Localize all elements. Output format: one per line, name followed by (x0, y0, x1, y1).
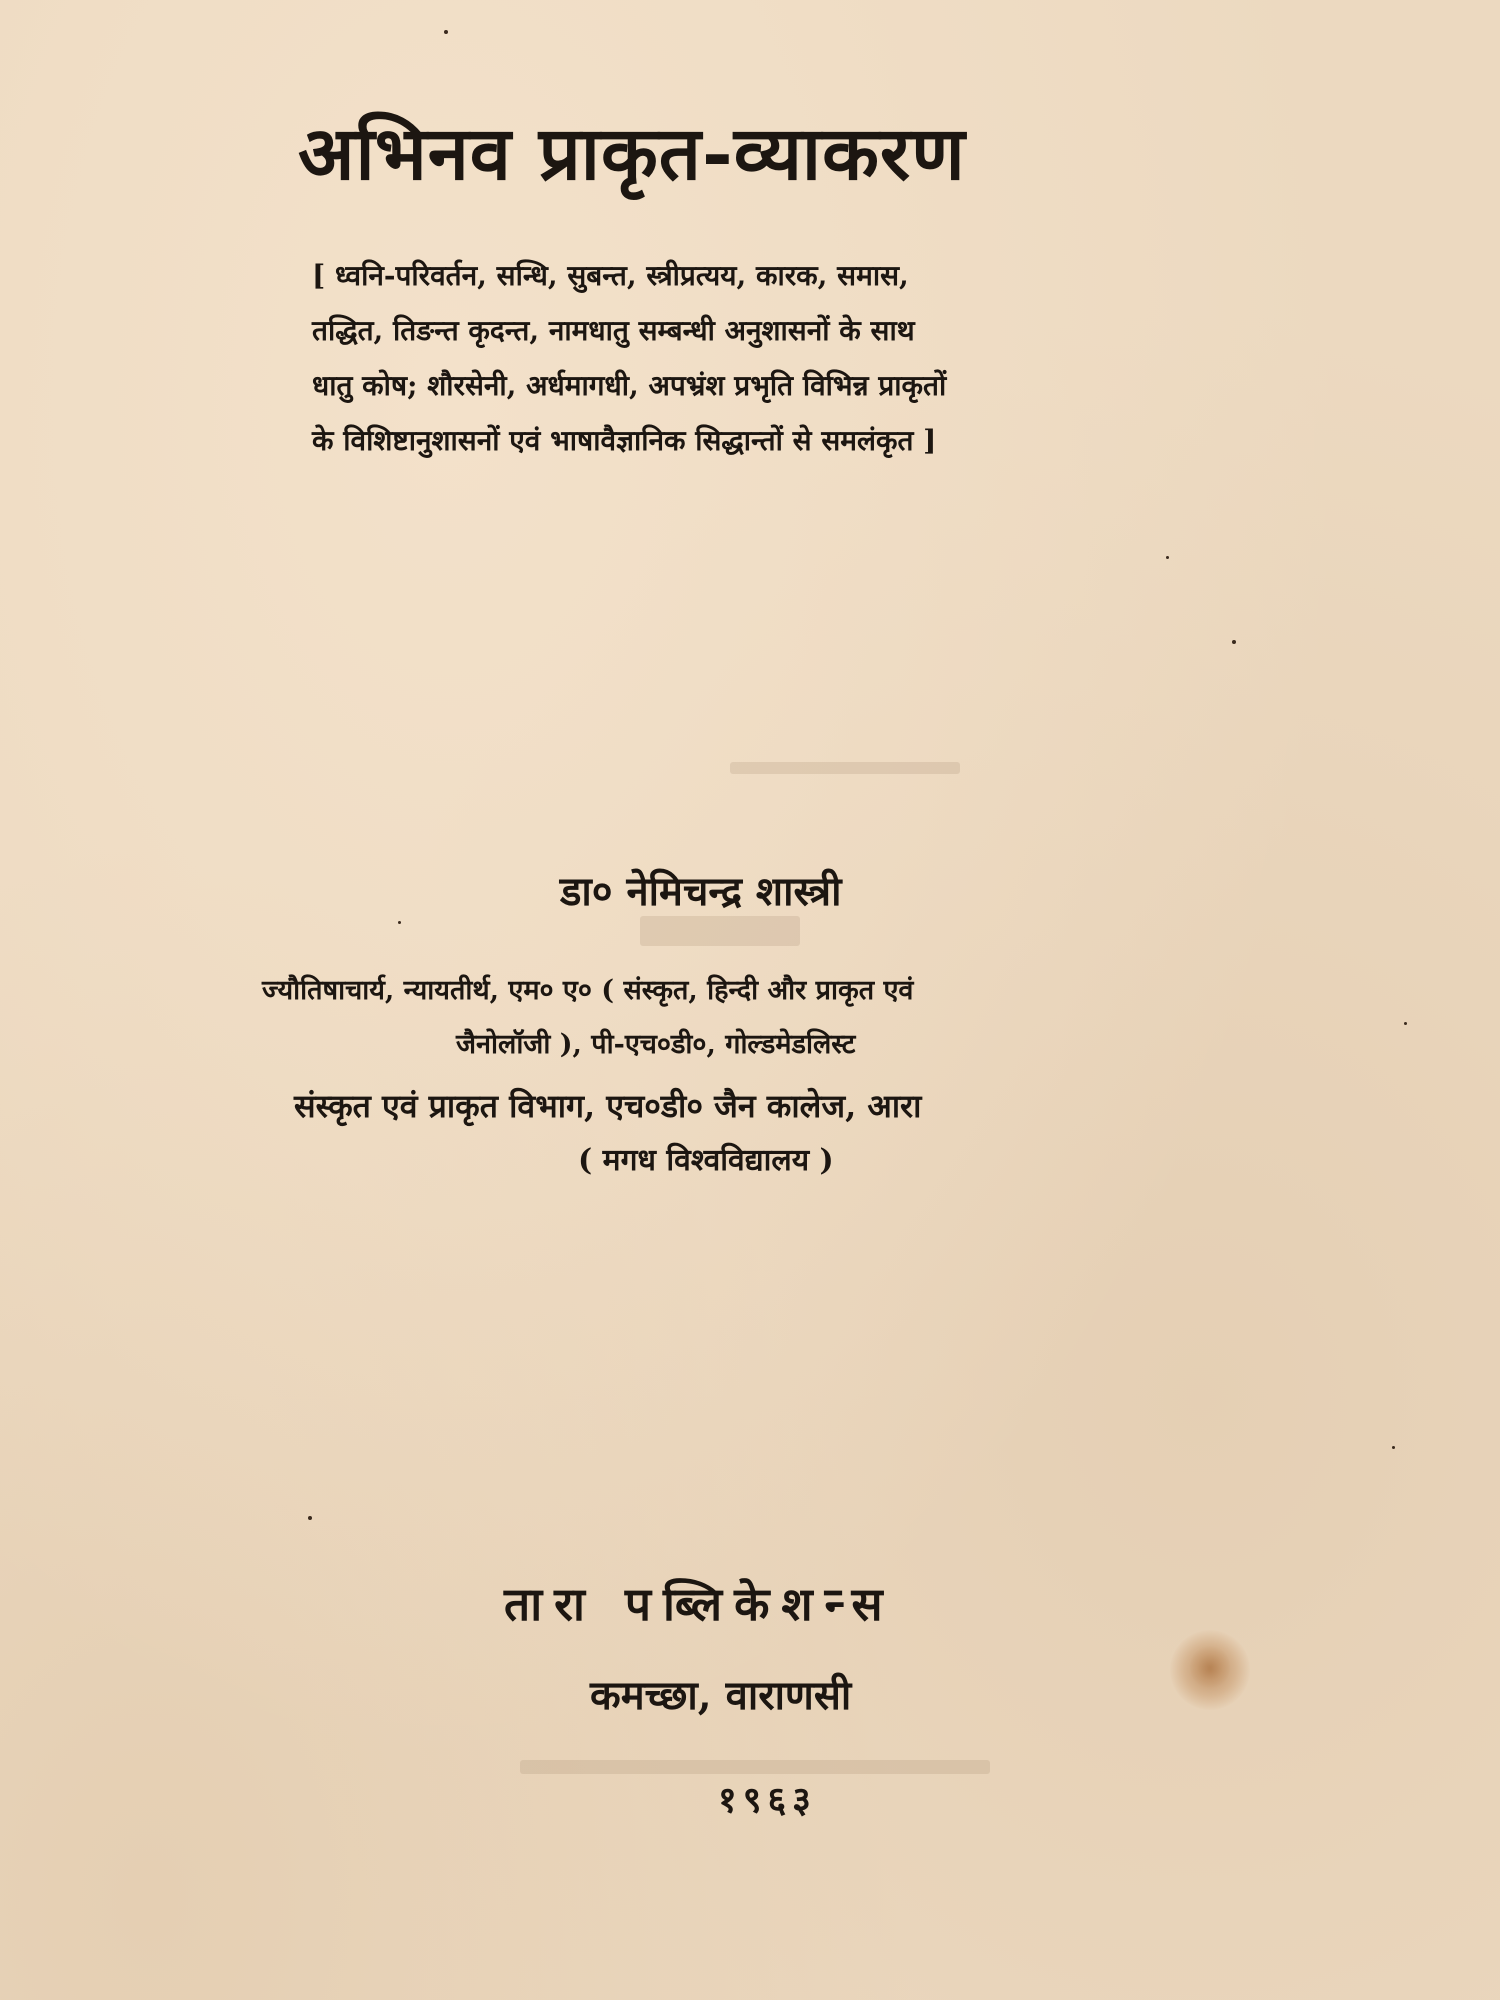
subtitle-line-3: धातु कोष; शौरसेनी, अर्धमागधी, अपभ्रंश प्रभृति विभिन्न प्राकृतों (312, 369, 947, 402)
ink-speck (1232, 640, 1236, 644)
book-title: अभिनव प्राकृत-व्याकरण (298, 111, 966, 197)
author-qualifications-line-2: जैनोलॉजी ), पी-एच०डी०, गोल्डमेडलिस्ट (456, 1029, 856, 1060)
publisher-place: कमच्छा, वाराणसी (590, 1672, 852, 1719)
ink-speck (1392, 1446, 1395, 1449)
subtitle-line-1: [ ध्वनि-परिवर्तन, सन्धि, सुबन्त, स्त्रीप्रत्यय, कारक, समास, (312, 259, 909, 292)
publisher-name: तारा पब्लिकेशन्स (504, 1577, 895, 1631)
ink-speck (1166, 556, 1169, 559)
subtitle-line-2: तद्धित, तिङन्त कृदन्त, नामधातु सम्बन्धी अनुशासनों के साथ (312, 314, 915, 347)
ink-speck (308, 1516, 312, 1520)
publication-year: १९६३ (718, 1779, 817, 1821)
show-through-mark (730, 762, 960, 774)
author-university: ( मगध विश्वविद्यालय ) (578, 1143, 834, 1178)
author-department: संस्कृत एवं प्राकृत विभाग, एच०डी० जैन कालेज, आरा (294, 1087, 922, 1125)
show-through-mark (640, 916, 800, 946)
show-through-mark (520, 1760, 990, 1774)
ink-speck (1404, 1022, 1407, 1025)
foxing-stain-core (1190, 1645, 1230, 1689)
subtitle-line-4: के विशिष्टानुशासनों एवं भाषावैज्ञानिक सिद्धान्तों से समलंकृत ] (312, 424, 937, 457)
author-name: डा० नेमिचन्द्र शास्त्री (560, 868, 842, 915)
author-qualifications-line-1: ज्यौतिषाचार्य, न्यायतीर्थ, एम० ए० ( संस्कृत, हिन्दी और प्राकृत एवं (262, 975, 914, 1006)
ink-speck (398, 921, 401, 924)
ink-speck (444, 30, 448, 34)
